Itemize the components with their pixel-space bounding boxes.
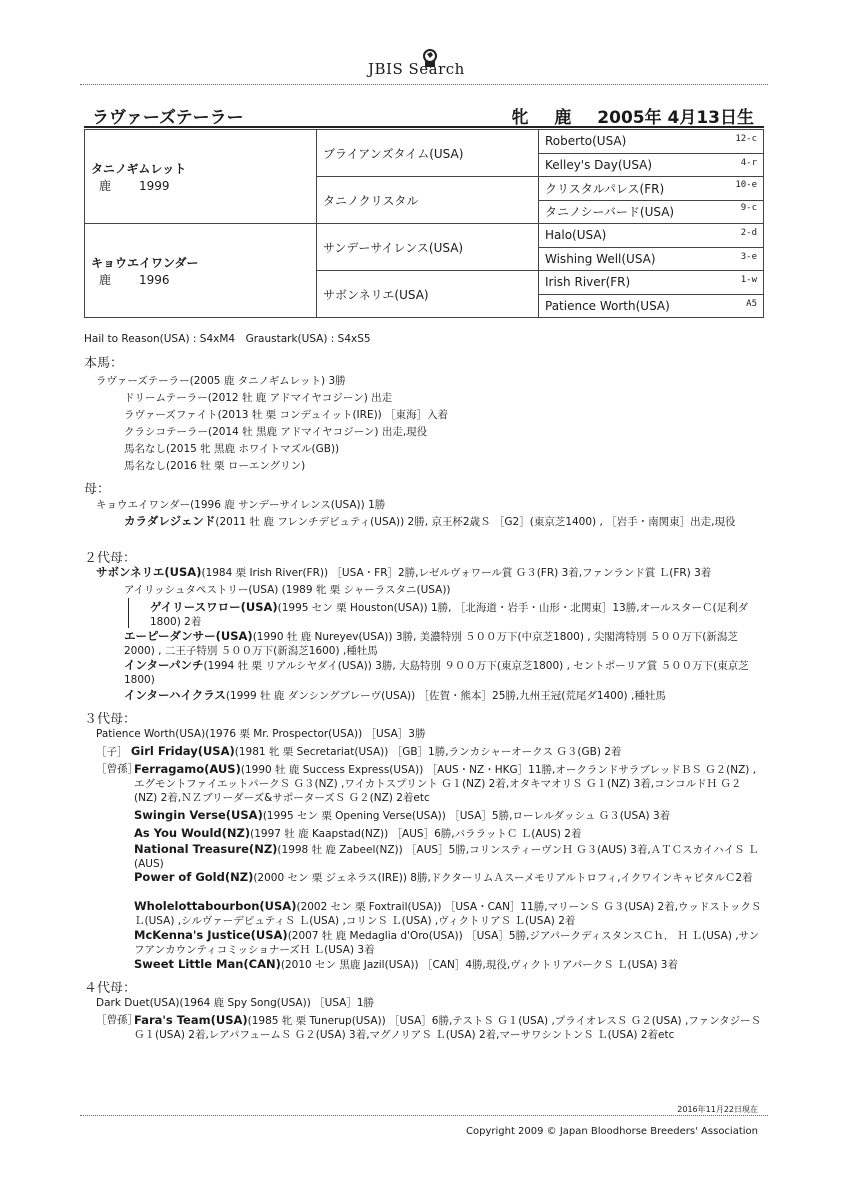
g3dam-greatgrandchild: As You Would(NZ)(1997 牡 鹿 Kaapstad(NZ)) ［AUS］6勝,バララットＣ Ｌ(AUS) 2着 — [134, 826, 582, 840]
pedigree-g2: タニノクリスタル — [317, 177, 539, 224]
foal-line: クラシコテーラー(2014 牡 黒鹿 アドマイヤコジーン) 出走,現役 — [124, 426, 428, 438]
pedigree-table — [84, 129, 764, 318]
offspring-name: カラダレジェンド — [124, 514, 216, 528]
horse-meta — [491, 103, 754, 128]
g3dam-greatgrandchild: National Treasure(NZ)(1998 牡 鹿 Zabeel(NZ)) ［AUS］5勝,コリンスティーヴンＨ Ｇ３(AUS) 3着,ＡＴＣスカイハイＳ Ｌ(AUS) — [134, 842, 759, 870]
bottom-divider — [80, 1115, 768, 1116]
g3dam-greatgrandchild: Sweet Little Man(CAN)(2010 セン 黒鹿 Jazil(USA)) ［CAN］4勝,現役,ヴィクトリアパークＳ Ｌ(USA) 3着 — [134, 957, 678, 971]
title-row — [84, 103, 764, 127]
honba-main: ラヴァーズテーラー(2005 鹿 タニノギムレット) 3勝 — [96, 375, 346, 387]
jbis-logo — [368, 50, 498, 80]
pedigree-dam — [85, 224, 317, 318]
g2dam-offspring: インターハイクラス(1999 牡 鹿 ダンシングブレーヴ(USA)) ［佐賀・熊本］25勝,九州王冠(荒尾ダ1400) ,種牡馬 — [124, 688, 666, 702]
g3dam-greatgrandchild: McKenna's Justice(USA)(2007 牡 鹿 Medaglia d'Oro(USA)) ［USA］5勝,ジアパークディスタンスＣｈ． Ｈ Ｌ(USA) ,サンフアンカウンティコミッショナーズＨ Ｌ(USA) 3着 — [134, 928, 760, 956]
g4dam-gc-tag: ［曾孫］ — [96, 1014, 138, 1026]
g3dam-greatgrandchild: Wholelottabourbon(USA)(2002 セン 栗 Foxtrail(USA)) ［USA・CAN］11勝,マリーンＳ Ｇ３(USA) 2着,ウッドストックＳ Ｌ(USA) ,シルヴァーデピュティＳ Ｌ(USA) ,コリンＳ Ｌ(USA) ,ヴィクトリアＳ Ｌ(USA) 2着 — [134, 899, 762, 927]
pedigree-sire — [85, 130, 317, 224]
logo-text: JBIS Search — [368, 60, 465, 78]
foal-line: ドリームテーラー(2012 牡 鹿 アドマイヤコジーン) 出走 — [124, 392, 393, 404]
g3dam-greatgrandchild: Swingin Verse(USA)(1995 セン 栗 Opening Verse(USA)) ［USA］5勝,ローレルダッシュ Ｇ３(USA) 3着 — [134, 808, 671, 822]
top-divider — [80, 84, 768, 85]
offspring-info: (2011 牡 鹿 フレンチデピュティ(USA)) 2勝, 京王杯2歳Ｓ ［G2］(東京芝1400) , ［岩手・南関東］出走,現役 — [215, 516, 736, 528]
dam-offspring — [124, 514, 764, 529]
section-g4dam: ４代母： — [84, 981, 137, 996]
pedigree-g3: タニノシーバード(USA) 9-c — [539, 200, 764, 224]
pedigree-g2: ブライアンズタイム(USA) — [317, 130, 539, 177]
g2dam-offspring: インターパンチ(1994 牡 栗 リアルシヤダイ(USA)) 3勝, 大島特別 ９００万下(東京芝1800) , セントポーリア賞 ５００万下(東京芝1800) — [124, 658, 749, 686]
lineage-bar — [128, 598, 129, 628]
g4dam-greatgrandchild: Fara's Team(USA)(1985 牝 栗 Tunerup(USA)) ［USA］6勝,テストＳ Ｇ１(USA) ,プライオレスＳ Ｇ２(USA) ,ファンタジーＳ Ｇ１(USA) 2着,レアパフュームＳ Ｇ２(USA) 3着,マグノリアＳ Ｌ(USA) 2着,マーサワシントンＳ Ｌ(USA) 2着etc — [134, 1013, 762, 1041]
g2dam-daughter: アイリッシュタペストリー(USA) (1989 牝 栗 シャーラスタニ(USA)) — [124, 584, 451, 596]
section-haha: 母： — [84, 482, 111, 497]
g3dam-greatgrandchild: Ferragamo(AUS)(1990 牡 鹿 Success Express(USA)) ［AUS・NZ・HKG］11勝,オークランドサラブレッドＢＳ Ｇ２(NZ) ,エグモントファイエットパークＳ Ｇ３(NZ) ,ワイカトスプリント Ｇ１(NZ) 2着,オタキマオリＳ Ｇ１(NZ) 3着,コンコルドＨ Ｇ２(NZ) 2着,ＮＺブリーダーズ&サポーターズＳ Ｇ２(NZ) 2着etc — [134, 762, 757, 804]
section-g3dam: ３代母： — [84, 712, 137, 727]
section-honba: 本馬： — [84, 356, 124, 371]
inbreeding-note: Hail to Reason(USA) : S4xM4 Graustark(USA) : S4xS5 — [84, 333, 371, 345]
g3dam-gc-tag: ［曾孫］ — [96, 763, 138, 775]
g2dam-main: サボンネリエ(USA)(1984 栗 Irish River(FR)) ［USA・FR］2勝,レゼルヴォワール賞 Ｇ３(FR) 3着,ファンランド賞 Ｌ(FR) 3着 — [96, 565, 712, 579]
dam-name: キョウエイワンダー — [91, 255, 199, 270]
foal-line: 馬名なし(2016 牡 栗 ローエングリン) — [124, 460, 306, 472]
pedigree-g3: クリスタルパレス(FR) 10-e — [539, 177, 764, 201]
pedigree-g3: Wishing Well(USA) 3-e — [539, 247, 764, 271]
horse-name: ラヴァーズテーラー — [92, 108, 244, 128]
section-g2dam: ２代母： — [84, 551, 137, 566]
pedigree-g3: Kelley's Day(USA) 4-r — [539, 153, 764, 177]
g2dam-offspring: エーピーダンサー(USA)(1990 牡 鹿 Nureyev(USA)) 3勝, 美濃特別 ５００万下(中京芝1800) , 尖閣湾特別 ５００万下(新潟芝2000) , 二王子特別 ５００万下(新潟芝1600) ,種牡馬 — [124, 629, 738, 657]
sire-name: タニノギムレット — [91, 161, 187, 176]
g3dam-main: Patience Worth(USA)(1976 栗 Mr. Prospector(USA)) ［USA］3勝 — [96, 728, 426, 740]
g2dam-granddaughter: ゲイリースワロー(USA)(1995 セン 栗 Houston(USA)) 1勝, ［北海道・岩手・山形・北関東］13勝,オールスターＣ(足利ダ1800) 2着 — [150, 600, 749, 628]
horse-birth: 2005年 4月13日生 — [597, 108, 754, 128]
pedigree-g2: サボンネリエ(USA) — [317, 271, 539, 318]
dam-main: キョウエイワンダー(1996 鹿 サンデーサイレンス(USA)) 1勝 — [96, 499, 386, 511]
pedigree-g3: Irish River(FR) 1-w — [539, 271, 764, 295]
horse-color: 鹿 — [554, 108, 572, 128]
as-of-date: 2016年11月22日現在 — [677, 1105, 758, 1114]
pedigree-g2: サンデーサイレンス(USA) — [317, 224, 539, 271]
pedigree-g3: Patience Worth(USA) A5 — [539, 294, 764, 318]
sire-color: 鹿 — [99, 178, 112, 193]
g3dam-greatgrandchild: Power of Gold(NZ)(2000 セン 栗 ジェネラス(IRE)) 8勝,ドクターリムＡスーメモリアルトロフィ,イクワインキャピタルＣ2着 — [134, 870, 753, 884]
pedigree-g3: Halo(USA) 2-d — [539, 224, 764, 248]
title-rule — [84, 126, 764, 128]
g3dam-child: ［子］ Girl Friday(USA)(1981 牝 栗 Secretariat(USA)) ［GB］1勝,ランカシャーオークス Ｇ３(GB) 2着 — [96, 744, 622, 758]
sire-year: 1999 — [139, 178, 170, 193]
g4dam-main: Dark Duet(USA)(1964 鹿 Spy Song(USA)) ［USA］1勝 — [96, 997, 375, 1009]
dam-year: 1996 — [139, 272, 170, 287]
dam-color: 鹿 — [99, 272, 112, 287]
foal-line: ラヴァーズファイト(2013 牡 栗 コンデュイット(IRE)) ［東海］入着 — [124, 409, 449, 421]
copyright: Copyright 2009 © Japan Bloodhorse Breeders' Association — [466, 1126, 758, 1137]
foal-line: 馬名なし(2015 牝 黒鹿 ホワイトマズル(GB)) — [124, 443, 340, 455]
horse-sex: 牝 — [511, 108, 529, 128]
pedigree-g3: Roberto(USA) 12-c — [539, 130, 764, 154]
